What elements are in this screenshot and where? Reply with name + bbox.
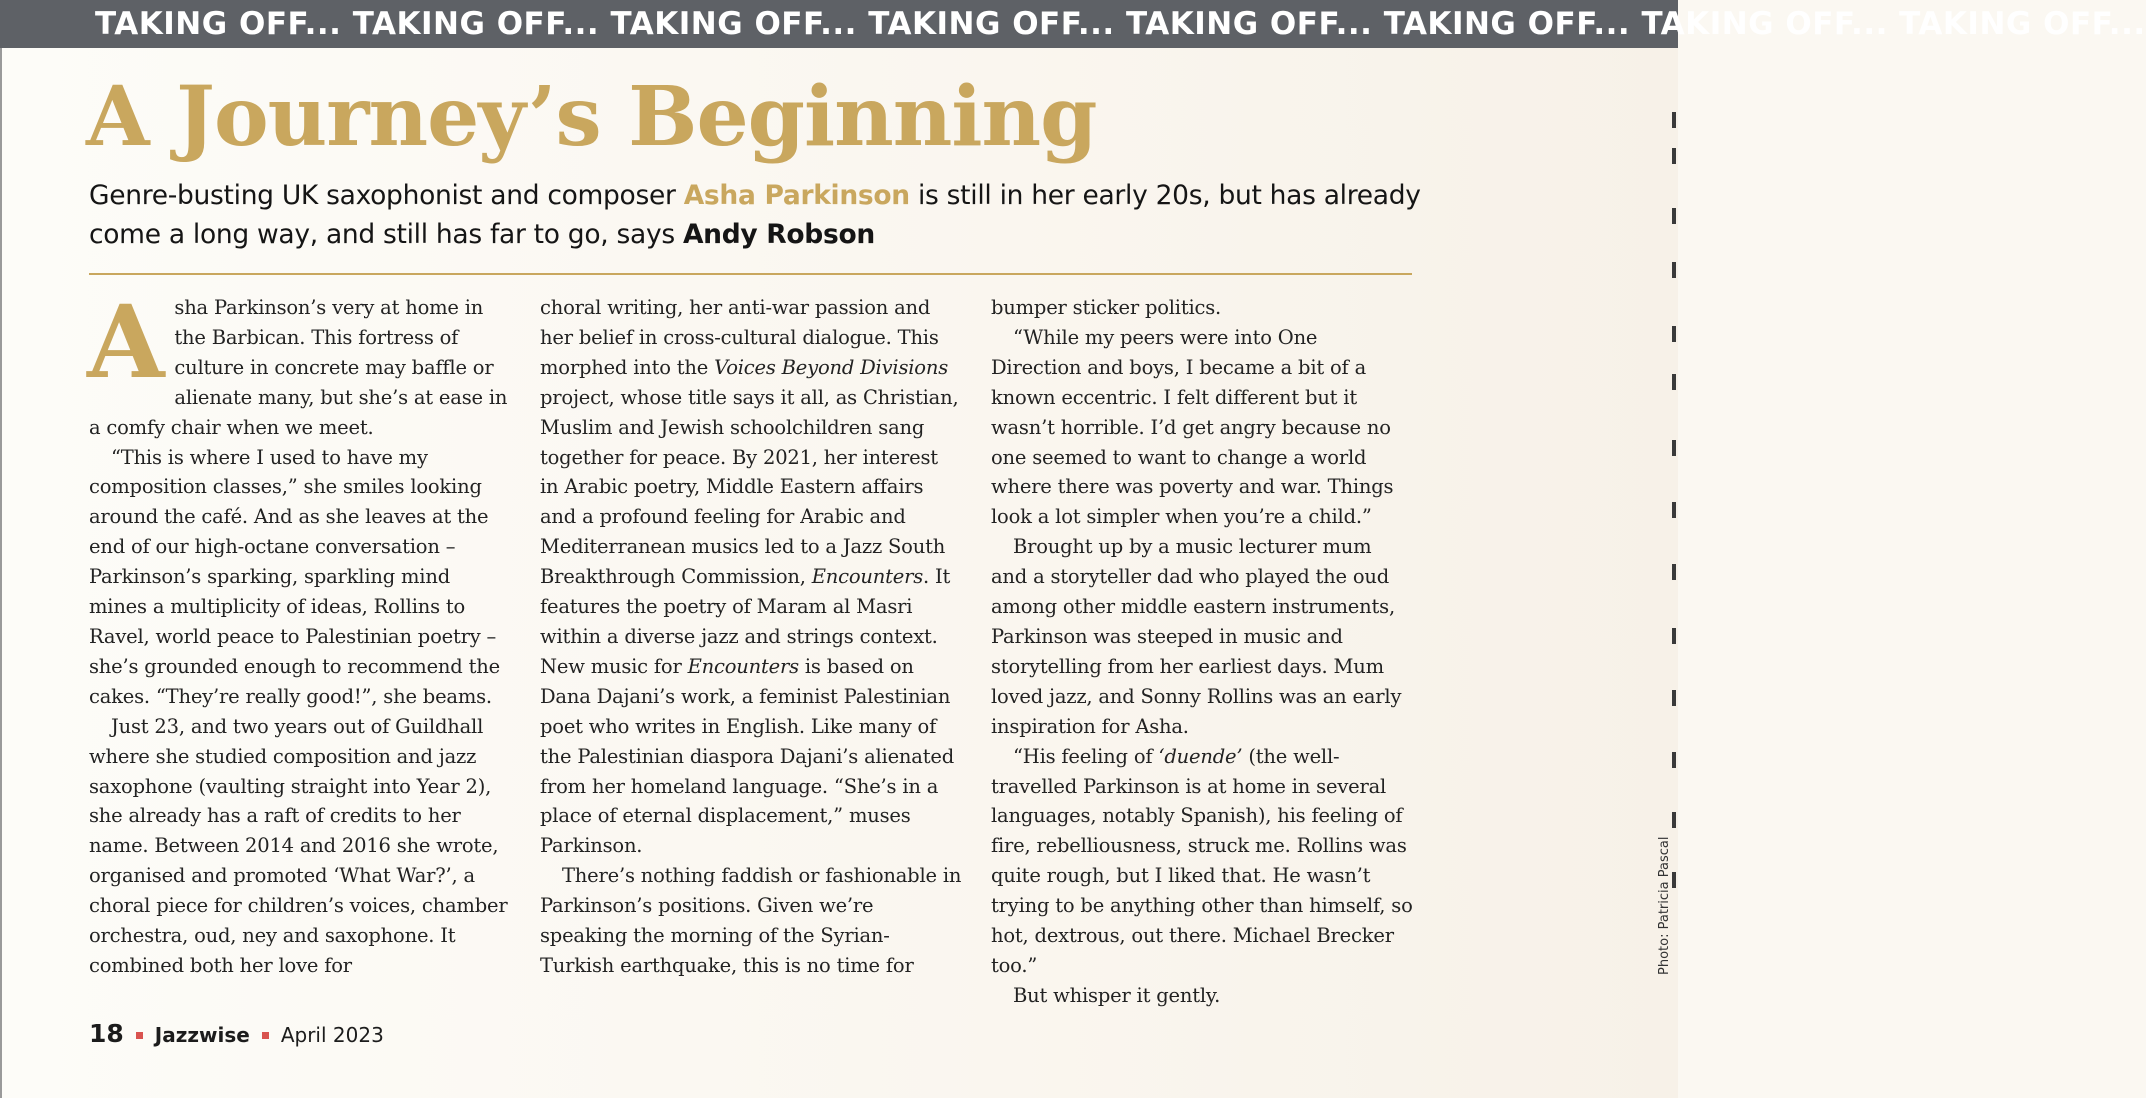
article-paragraph: There’s nothing faddish or fashionable in Parkinson’s positions. Given we’re speaking the morning of the Syrian-Turkish earthquake, this is no time for <box>540 864 962 977</box>
photo-credit: Photo: Patricia Pascal <box>1657 836 1672 975</box>
article-paragraph: Brought up by a music lecturer mum and a storyteller dad who played the oud among other middle eastern instruments, Parkinson was steeped in music and storytelling from her earliest days. Mum loved jazz, and Sonny Rollins was an early inspiration for Asha. <box>991 535 1402 738</box>
page-edge <box>0 0 2 1098</box>
drop-cap: A <box>87 283 165 401</box>
paragraph-text: project, whose title says it all, as Christian, Muslim and Jewish schoolchildren sang together for peace. By 2021, her interest in Arabic poetry, Middle Eastern affairs and a profound feeling for Arabic and Mediterranean musics led to a Jazz South Breakthrough Commission, <box>540 385 959 589</box>
paragraph-text: choral writing, her anti-war passion and her belief in cross-cultural dialogue. This morphed into the <box>540 296 939 379</box>
article-paragraph <box>87 283 511 443</box>
article-column-1 <box>87 283 511 983</box>
project-title: Voices Beyond Divisions <box>714 355 949 379</box>
work-title: Encounters <box>811 565 923 589</box>
article-paragraph: bumper sticker politics. <box>991 296 1222 319</box>
article-paragraph: “This is where I used to have my composition classes,” she smiles looking around the café. And as she leaves at the end of our high-octane conversation – Parkinson’s sparking, sparkling mind mines a multiplicity of ideas, Rollins to Ravel, world peace to Palestinian poetry – she’s grounded enough to recommend the cakes. “They’re really good!”, she beams. <box>89 445 500 708</box>
separator-square-icon <box>262 1032 269 1039</box>
article-paragraph <box>991 742 1413 981</box>
page-footer <box>89 1019 384 1050</box>
issue-date: April 2023 <box>280 1023 384 1047</box>
standfirst <box>89 176 1429 254</box>
separator-square-icon <box>136 1032 143 1039</box>
article-paragraph: Just 23, and two years out of Guildhall where she studied composition and jazz saxophone (vaulting straight into Year 2), she already has a raft of credits to her name. Between 2014 and 2016 she wrote, organised and promoted ‘What War?’, a choral piece for children’s voices, chamber orchestra, oud, ney and saxophone. It combined both her love for <box>89 714 508 977</box>
standfirst-intro: Genre-busting UK saxophonist and composer <box>89 180 684 211</box>
italic-term: ‘duende’ <box>1158 744 1243 768</box>
subject-name: Asha Parkinson <box>683 180 910 211</box>
page-number: 18 <box>89 1019 124 1048</box>
article-paragraph <box>540 293 962 861</box>
standfirst-middle: is still in her early 20s, but has already come a long way, and still has far to go, says <box>89 180 1421 250</box>
magazine-name: Jazzwise <box>154 1023 250 1047</box>
banner-text: TAKING OFF... TAKING OFF... TAKING OFF... TAKING OFF... TAKING OFF... TAKING OFF... TAKING OFF... TAKING OFF... <box>95 6 2146 42</box>
author-name: Andy Robson <box>682 219 875 250</box>
adjacent-page-edge <box>1672 112 1676 932</box>
article-paragraph: “While my peers were into One Direction and boys, I became a bit of a known eccentric. I felt different but it wasn’t horrible. I’d get angry because no one seemed to want to change a world where there was poverty and war. Things look a lot simpler when you’re a child.” <box>991 325 1394 529</box>
section-banner <box>0 0 2146 48</box>
divider-rule <box>89 273 1412 275</box>
paragraph-text: is based on Dana Dajani’s work, a feminist Palestinian poet who writes in English. Like many of the Palestinian diaspora Dajani’s alienated from her homeland language. “She’s in a place of eternal displacement,” muses Parkinson. <box>540 654 954 858</box>
work-title: Encounters <box>687 654 799 678</box>
headline: A Journey’s Beginning <box>86 69 1097 165</box>
article-column-3 <box>991 293 1413 1007</box>
paragraph-text: (the well-travelled Parkinson is at home in several languages, notably Spanish), his feeling of fire, rebelliousness, struck me. Rollins was quite rough, but I liked that. He wasn’t trying to be anything other than himself, so hot, dextrous, out there. Michael Brecker too.” <box>991 744 1413 977</box>
article-column-2 <box>540 293 962 983</box>
paragraph-text: . It features the poetry of Maram al Masri within a diverse jazz and strings context. New music for <box>540 565 951 678</box>
article-paragraph: But whisper it gently. <box>1013 983 1221 1007</box>
paragraph-text: “His feeling of <box>1013 744 1159 768</box>
paragraph-text: sha Parkinson’s very at home in the Barbican. This fortress of culture in concrete may baffle or alienate many, but she’s at ease in a comfy chair when we meet. <box>89 296 508 439</box>
